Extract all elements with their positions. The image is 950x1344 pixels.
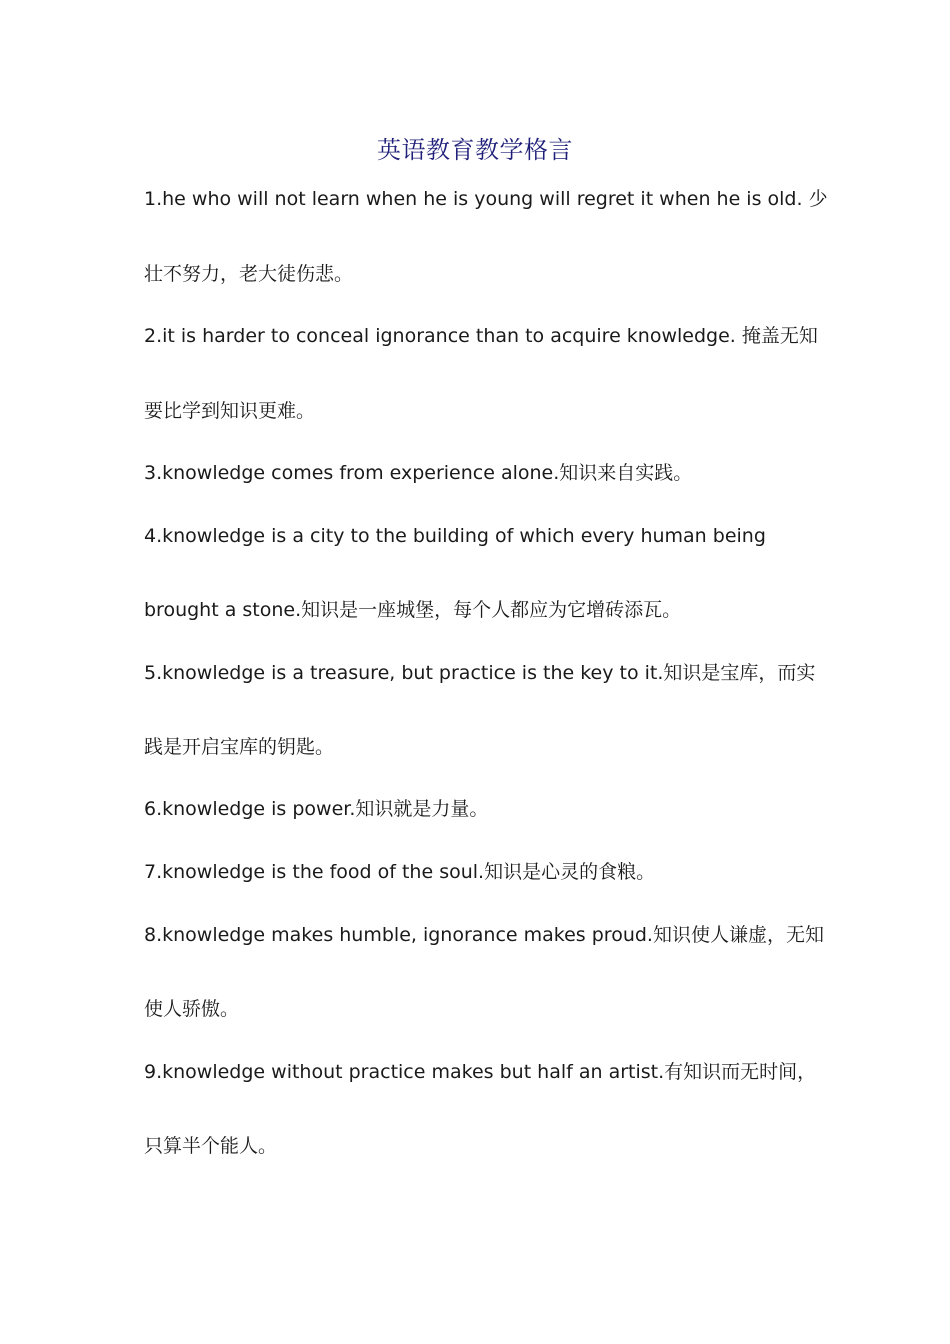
text-line: 6.knowledge is power.知识就是力量。 <box>144 798 489 820</box>
text-line: 4.knowledge is a city to the building of which every human being <box>144 525 766 547</box>
text-line: 3.knowledge comes from experience alone.知识来自实践。 <box>144 462 693 484</box>
document-title: 英语教育教学格言 <box>377 136 573 164</box>
text-line: 使人骄傲。 <box>144 998 240 1020</box>
text-line: 要比学到知识更难。 <box>144 400 316 422</box>
text-line: 9.knowledge without practice makes but half an artist.有知识而无时间， <box>144 1061 817 1083</box>
text-line: brought a stone.知识是一座城堡，每个人都应为它增砖添瓦。 <box>144 599 682 621</box>
text-line: 践是开启宝库的钥匙。 <box>144 736 335 758</box>
text-line: 1.he who will not learn when he is young will regret it when he is old. 少 <box>144 188 828 210</box>
text-line: 只算半个能人。 <box>144 1135 278 1157</box>
text-line: 5.knowledge is a treasure, but practice is the key to it.知识是宝库，而实 <box>144 662 816 684</box>
text-line: 2.it is harder to conceal ignorance than to acquire knowledge. 掩盖无知 <box>144 325 818 347</box>
text-line: 8.knowledge makes humble, ignorance makes proud.知识使人谦虚，无知 <box>144 924 824 946</box>
text-line: 7.knowledge is the food of the soul.知识是心灵的食粮。 <box>144 861 656 883</box>
text-line: 壮不努力，老大徒伤悲。 <box>144 263 354 285</box>
